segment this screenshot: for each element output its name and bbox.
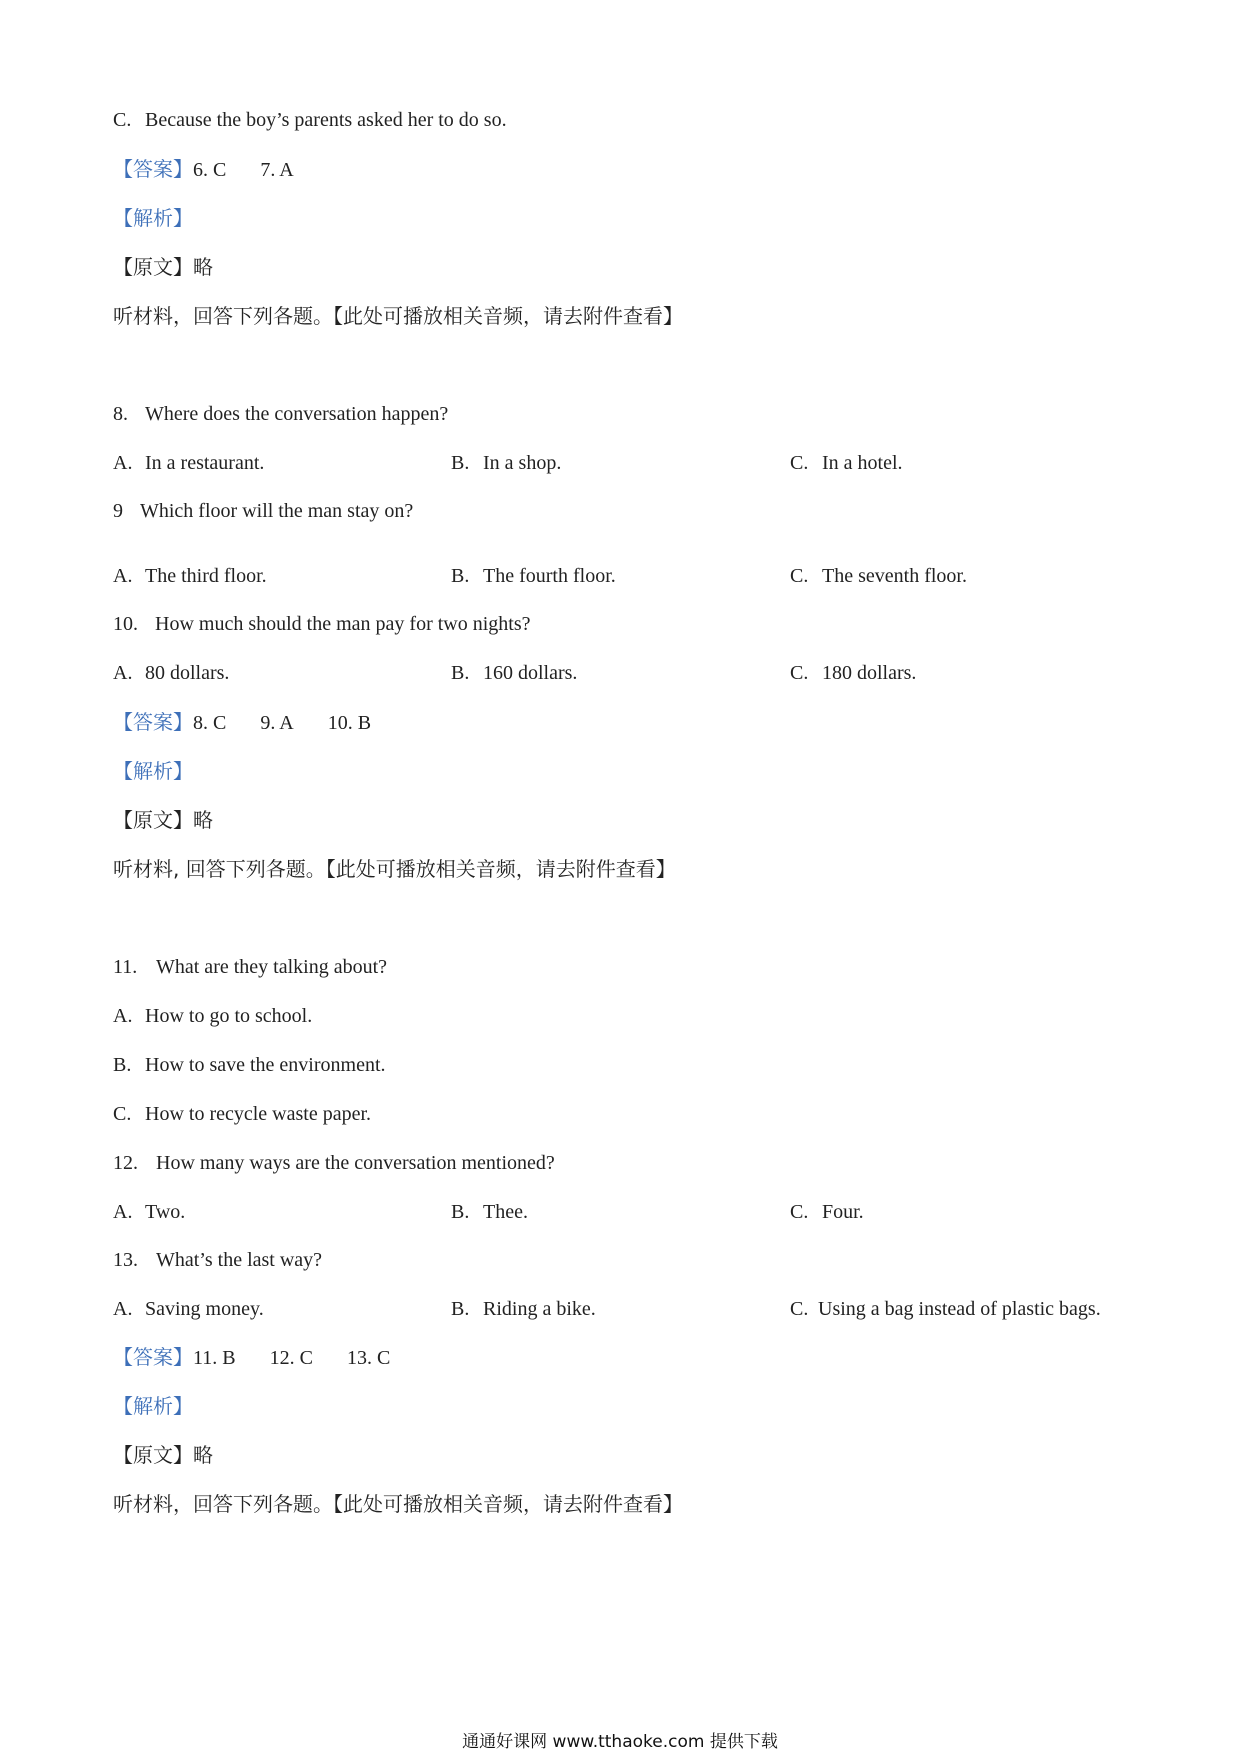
original-tag: 【原文】 xyxy=(113,808,193,832)
original-text: 略 xyxy=(193,255,213,279)
question-number: 9 xyxy=(113,500,123,522)
q9-option-a: A. The third floor. xyxy=(113,565,267,587)
original-row-3 xyxy=(113,1442,213,1469)
answer-tag: 【答案】 xyxy=(113,710,193,734)
q12-option-c: C. Four. xyxy=(790,1201,864,1223)
original-tag: 【原文】 xyxy=(113,255,193,279)
q8-option-b: B. In a shop. xyxy=(451,452,562,474)
question-13 xyxy=(113,1247,322,1273)
original-row-1 xyxy=(113,254,213,281)
analysis-row-3 xyxy=(113,1393,193,1420)
original-tag: 【原文】 xyxy=(113,1443,193,1467)
question-number: 8. xyxy=(113,403,128,425)
question-number: 11. xyxy=(113,956,138,978)
q13-option-a: A. Saving money. xyxy=(113,1298,264,1320)
q11-option-c: C. How to recycle waste paper. xyxy=(113,1103,372,1125)
answer-item: 11. B xyxy=(193,1347,236,1369)
answer-item: 10. B xyxy=(327,712,372,734)
q12-option-b: B. Thee. xyxy=(451,1201,528,1223)
question-number: 13. xyxy=(113,1249,138,1271)
question-8 xyxy=(113,401,448,427)
analysis-tag: 【解析】 xyxy=(113,759,193,783)
answer-item: 8. C xyxy=(193,712,227,734)
answer-tag: 【答案】 xyxy=(113,1345,193,1369)
option-label: C. xyxy=(113,109,132,131)
question-12 xyxy=(113,1150,555,1176)
option-text: Because the boy’s parents asked her to do so. xyxy=(145,109,507,131)
q10-option-a: A. 80 dollars. xyxy=(113,662,230,684)
option-c-top xyxy=(113,107,507,133)
question-text: Which floor will the man stay on? xyxy=(140,500,414,522)
answer-item: 7. A xyxy=(260,159,294,181)
q9-option-c: C. The seventh floor. xyxy=(790,565,967,587)
question-text: How much should the man pay for two nights? xyxy=(155,613,531,635)
q10-option-c: C. 180 dollars. xyxy=(790,662,917,684)
listen-instruction-1: 听材料，回答下列各题。【此处可播放相关音频，请去附件查看】 xyxy=(113,304,683,328)
question-number: 10. xyxy=(113,613,138,635)
answer-item: 9. A xyxy=(260,712,294,734)
answer-row-3 xyxy=(113,1344,424,1371)
answer-row-1 xyxy=(113,156,328,183)
q11-option-b: B. How to save the environment. xyxy=(113,1054,386,1076)
footer-watermark: 通通好课网 www.tthaoke.com 提供下载 xyxy=(462,1732,778,1752)
original-text: 略 xyxy=(193,808,213,832)
question-9 xyxy=(113,498,413,524)
q10-option-b: B. 160 dollars. xyxy=(451,662,578,684)
analysis-tag: 【解析】 xyxy=(113,206,193,230)
question-text: What are they talking about? xyxy=(156,956,388,978)
q8-option-a: A. In a restaurant. xyxy=(113,452,265,474)
question-text: Where does the conversation happen? xyxy=(145,403,449,425)
answer-tag: 【答案】 xyxy=(113,157,193,181)
question-11 xyxy=(113,954,387,980)
analysis-row-2 xyxy=(113,758,193,785)
analysis-row-1 xyxy=(113,205,193,232)
question-text: How many ways are the conversation mentioned? xyxy=(156,1152,555,1174)
q13-option-b: B. Riding a bike. xyxy=(451,1298,596,1320)
answer-item: 12. C xyxy=(269,1347,313,1369)
answer-item: 6. C xyxy=(193,159,227,181)
q8-option-c: C. In a hotel. xyxy=(790,452,903,474)
q9-option-b: B. The fourth floor. xyxy=(451,565,616,587)
q13-option-c: C. Using a bag instead of plastic bags. xyxy=(790,1298,1101,1320)
listen-instruction-2: 听材料, 回答下列各题。【此处可播放相关音频，请去附件查看】 xyxy=(113,857,676,881)
analysis-tag: 【解析】 xyxy=(113,1394,193,1418)
original-text: 略 xyxy=(193,1443,213,1467)
listen-instruction-3: 听材料，回答下列各题。【此处可播放相关音频，请去附件查看】 xyxy=(113,1492,683,1516)
question-number: 12. xyxy=(113,1152,138,1174)
question-text: What’s the last way? xyxy=(156,1249,323,1271)
answer-item: 13. C xyxy=(346,1347,391,1369)
answer-row-2 xyxy=(113,709,405,736)
q12-option-a: A. Two. xyxy=(113,1201,186,1223)
q11-option-a: A. How to go to school. xyxy=(113,1005,313,1027)
question-10 xyxy=(113,611,531,637)
original-row-2 xyxy=(113,807,213,834)
